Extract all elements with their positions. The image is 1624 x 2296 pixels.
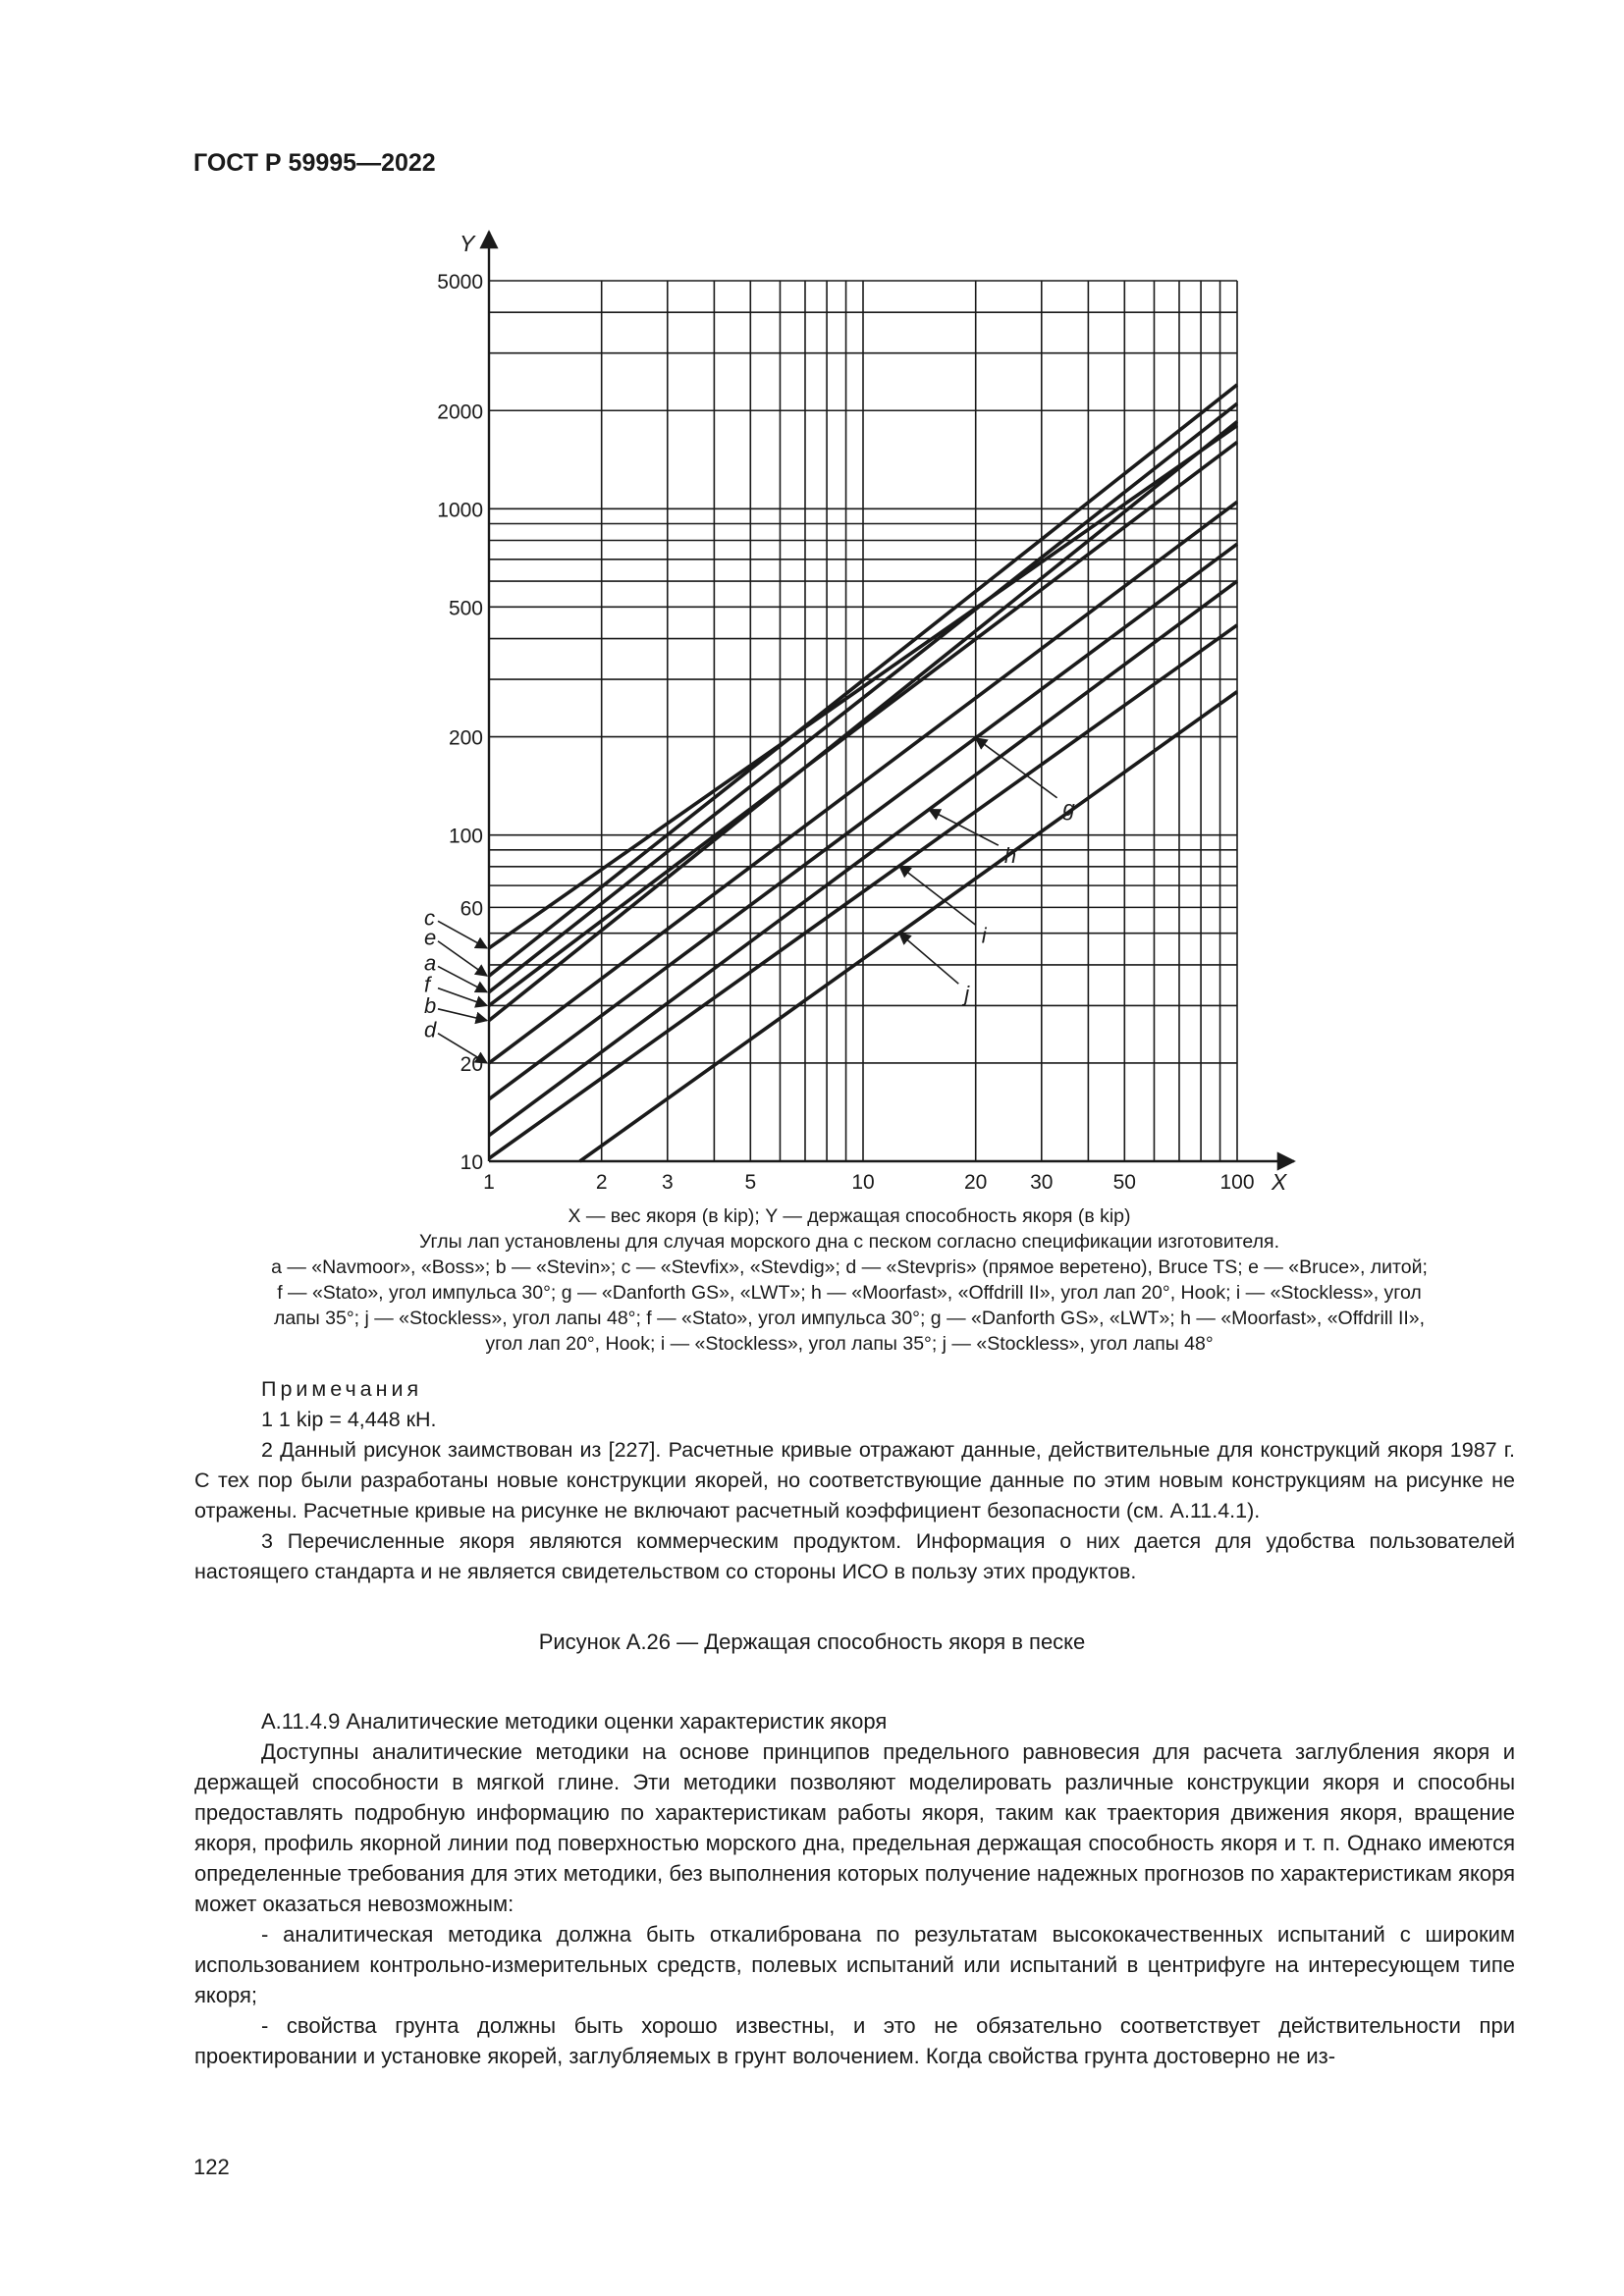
x-tick-label: 5 [744, 1171, 757, 1194]
series-label-c: c [424, 905, 435, 931]
series-arrow-j [899, 934, 958, 985]
series-label-d: d [424, 1017, 437, 1042]
section-heading: А.11.4.9 Аналитические методики оценки характеристик якоря [261, 1709, 888, 1734]
legend-line: лапы 35°; j — «Stockless», угол лапы 48°; f — «Stato», угол импульса 30°; g — «Danforth GS», «LWT»; h — «Moorfast», «Offdrill II», [273, 1308, 1426, 1329]
series-arrow-b [438, 1009, 487, 1021]
y-axis-label: Y [460, 231, 475, 256]
series-label-f: f [424, 972, 431, 997]
legend-line: f — «Stato», угол импульса 30°; g — «Danforth GS», «LWT»; h — «Moorfast», «Offdrill II», угол лап 20°, Hook; i — «Stockless», угол [277, 1282, 1422, 1304]
legend-line: угол лап 20°, Hook; i — «Stockless», угол лапы 35°; j — «Stockless», угол лапы 48° [485, 1333, 1214, 1355]
y-tick-label: 200 [448, 726, 483, 750]
series-line-j [580, 692, 1237, 1161]
y-tick-label: 20 [460, 1052, 483, 1076]
document-header: ГОСТ Р 59995—2022 [193, 149, 436, 177]
series-arrow-c [438, 921, 487, 948]
y-tick-label: 2000 [437, 400, 483, 424]
series-label-a: a [424, 950, 437, 976]
series-label-g: g [1062, 795, 1075, 821]
x-tick-label: 2 [595, 1171, 608, 1194]
series-arrow-h [929, 810, 999, 845]
paragraph: - свойства грунта должны быть хорошо известны, и это не обязательно соответствует действительности при проектировании и установке якорей, заглубляемых в грунт волочением. Когда свойства грунта достоверно не из- [194, 2013, 1515, 2068]
series-label-i: i [981, 923, 987, 948]
note-3: 3 Перечисленные якоря являются коммерческим продуктом. Информация о них дается для удобства пользователей настоящего стандарта и не является свидетельством со стороны ИСО в пользу этих продуктов. [194, 1529, 1515, 1583]
axes-description: X — вес якоря (в kip); Y — держащая способность якоря (в kip) [568, 1205, 1131, 1227]
x-tick-label: 10 [851, 1171, 875, 1194]
figure-legend [177, 1203, 1522, 1357]
note-2: 2 Данный рисунок заимствован из [227]. Расчетные кривые отражают данные, действительные для конструкций якоря 1987 г. С тех пор были разработаны новые конструкции якорей, но соответствующие данные по этим новым конструкциям на рисунке не отражены. Расчетные кривые на рисунке не включают расчетный коэффициент безопасности (см. А.11.4.1). [194, 1438, 1515, 1522]
x-tick-label: 30 [1030, 1171, 1054, 1194]
series-label-j: j [964, 982, 970, 1007]
x-axis-label: X [1272, 1169, 1287, 1195]
x-tick-label: 100 [1219, 1171, 1255, 1194]
y-tick-label: 5000 [437, 271, 483, 294]
y-tick-label: 10 [460, 1151, 483, 1174]
section-text [194, 1706, 1515, 2071]
y-tick-label: 60 [460, 897, 483, 921]
y-tick-label: 1000 [437, 499, 483, 522]
x-tick-label: 50 [1112, 1171, 1136, 1194]
series-label-b: b [424, 992, 437, 1018]
figure-caption: Рисунок А.26 — Держащая способность якоря в песке [538, 1629, 1086, 1654]
x-tick-label: 1 [483, 1171, 495, 1194]
y-tick-label: 500 [448, 597, 483, 620]
note-1: 1 1 kip = 4,448 кН. [261, 1408, 437, 1431]
series-arrow-f [438, 988, 487, 1006]
x-tick-label: 3 [661, 1171, 674, 1194]
paragraph: Доступны аналитические методики на основе принципов предельного равновесия для расчета заглубления якоря и держащей способности в мягкой глине. Эти методики позволяют моделировать различные конструкции якоря и способны предоставлять подробную информацию по характеристикам работы якоря, таким как траектория движения якоря, вращение якоря, профиль якорной линии под поверхностью морского дна, предельная держащая способность якоря и т. п. Однако имеются определенные требования для этих методики, без выполнения которых получение надежных прогнозов по характеристикам якоря может оказаться невозможным: [194, 1739, 1515, 1916]
page-number: 122 [193, 2155, 230, 2179]
series-label-h: h [1003, 843, 1017, 869]
angles-description: Углы лап установлены для случая морского дна с песком согласно спецификации изготовителя. [419, 1231, 1279, 1253]
series-arrow-i [899, 866, 976, 925]
series-label-e: e [424, 925, 437, 950]
notes-title: Примечания [261, 1377, 423, 1401]
y-tick-label: 100 [448, 825, 483, 848]
paragraph: - аналитическая методика должна быть откалибрована по результатам высококачественных испытаний с широким использованием контрольно-измерительных средств, полевых испытаний или испытаний в центрифуге на интересующем типе якоря; [194, 1922, 1515, 2007]
x-tick-label: 20 [964, 1171, 988, 1194]
legend-line: a — «Navmoor», «Boss»; b — «Stevin»; c — «Stevfix», «Stevdig»; d — «Stevpris» (прямое веретено), Bruce TS; e — «Bruce», литой; [271, 1256, 1428, 1278]
notes-block [194, 1374, 1515, 1587]
